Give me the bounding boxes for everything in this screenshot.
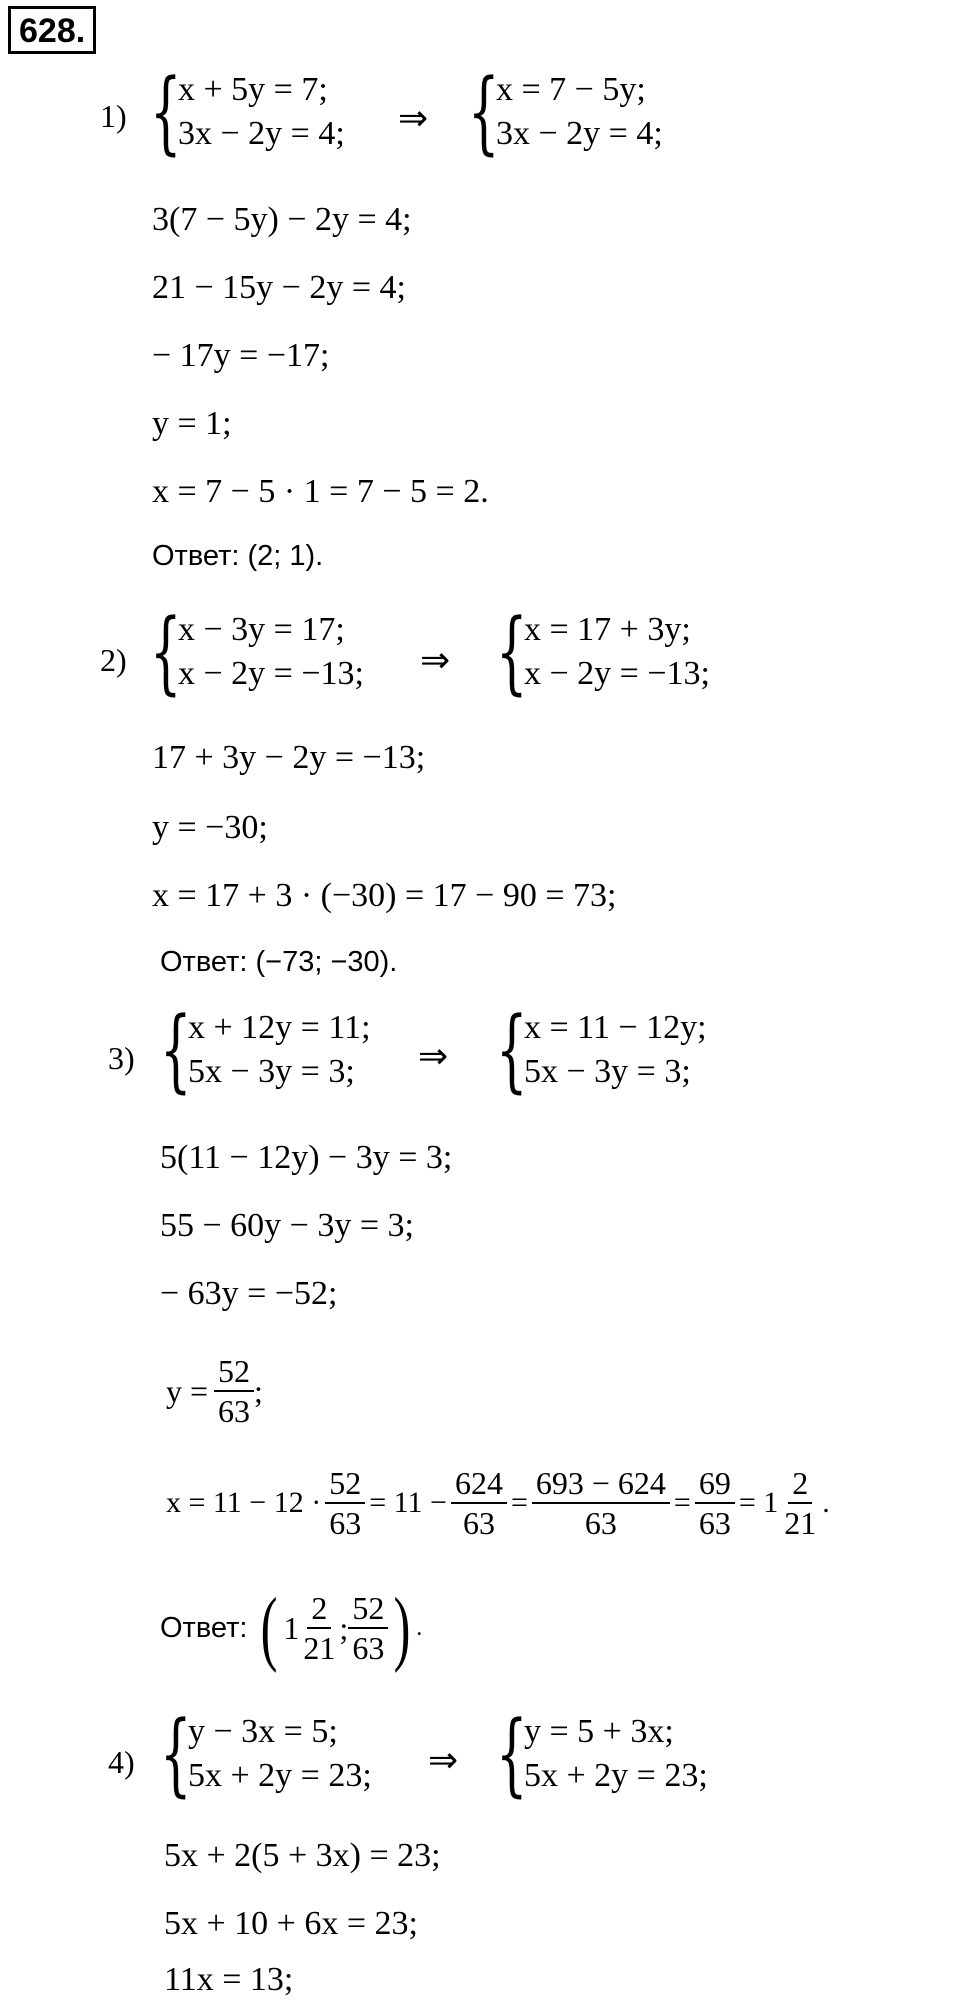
part-3-system-right — [496, 998, 707, 1103]
answer-label: Ответ: — [160, 1611, 248, 1644]
step: y = −30; — [152, 809, 268, 846]
implies-arrow-icon: ⇒ — [398, 98, 429, 139]
equation: 3x − 2y = 4; — [496, 115, 663, 152]
step: y = 1; — [152, 405, 232, 442]
part-2-system-right — [496, 600, 710, 705]
denominator: 63 — [698, 1505, 731, 1541]
step: − 63y = −52; — [160, 1275, 338, 1312]
numerator: 693 − 624 — [532, 1464, 670, 1504]
numerator: 2 — [788, 1464, 812, 1504]
expr-text: = — [510, 1486, 528, 1519]
equation: x = 11 − 12y; — [524, 1009, 707, 1046]
denominator: 63 — [329, 1505, 362, 1541]
x-fraction-line — [166, 1464, 830, 1542]
numerator: 624 — [451, 1464, 507, 1504]
fraction — [214, 1352, 254, 1430]
answer: Ответ: (−73; −30). — [160, 946, 398, 978]
equation: y − 3x = 5; — [188, 1713, 338, 1750]
part-4-system-left — [160, 1702, 372, 1807]
paren-open: ( — [261, 1581, 278, 1674]
expr-text: y = — [166, 1372, 209, 1409]
numerator: 52 — [214, 1352, 254, 1392]
expr-text: . — [822, 1486, 830, 1519]
step: 3(7 − 5y) − 2y = 4; — [152, 201, 412, 238]
step: 21 − 15y − 2y = 4; — [152, 269, 406, 306]
problem-number: 628. — [8, 6, 96, 54]
part-3-system-left — [160, 998, 371, 1103]
part-1-system-right — [468, 60, 663, 165]
denominator: 21 — [784, 1505, 817, 1541]
brace-icon: { — [160, 998, 192, 1103]
step: x = 17 + 3 · (−30) = 17 − 90 = 73; — [152, 877, 617, 914]
denominator: 63 — [462, 1505, 495, 1541]
equation: x − 3y = 17; — [178, 611, 345, 648]
expr-text: = — [673, 1486, 691, 1519]
period: . — [416, 1614, 423, 1641]
brace-icon: { — [150, 60, 182, 165]
denominator: 21 — [303, 1630, 336, 1666]
brace-icon: { — [496, 600, 528, 705]
part-4-label: 4) — [108, 1744, 135, 1780]
expr-text: x = 11 − 12 · — [166, 1486, 322, 1519]
separator: ; — [339, 1609, 349, 1646]
equation: x = 7 − 5y; — [496, 71, 646, 108]
expr-text: ; — [254, 1372, 263, 1409]
fraction — [451, 1464, 507, 1542]
equation: x = 17 + 3y; — [524, 611, 691, 648]
implies-arrow-icon: ⇒ — [418, 1036, 449, 1077]
step: 5x + 2(5 + 3x) = 23; — [164, 1837, 441, 1874]
equation: x − 2y = −13; — [178, 655, 364, 692]
part-1-label: 1) — [100, 98, 127, 134]
fraction — [532, 1464, 670, 1542]
step: 11x = 13; — [164, 1961, 294, 1998]
whole-number: 1 — [283, 1609, 300, 1646]
numerator: 69 — [695, 1464, 735, 1504]
implies-arrow-icon: ⇒ — [420, 640, 451, 681]
numerator: 52 — [348, 1589, 388, 1629]
fraction — [348, 1589, 388, 1667]
answer: Ответ: (2; 1). — [152, 540, 324, 572]
part-2-system-left — [150, 600, 364, 705]
implies-arrow-icon: ⇒ — [428, 1740, 459, 1781]
denominator: 63 — [584, 1505, 617, 1541]
step: 17 + 3y − 2y = −13; — [152, 739, 426, 776]
equation: y = 5 + 3x; — [524, 1713, 674, 1750]
expr-text: = 11 − — [369, 1486, 447, 1519]
paren-close: ) — [393, 1581, 411, 1674]
part-2-label: 2) — [100, 642, 127, 678]
step: 5x + 10 + 6x = 23; — [164, 1905, 418, 1942]
equation: 3x − 2y = 4; — [178, 115, 345, 152]
step: x = 7 − 5 · 1 = 7 − 5 = 2. — [152, 473, 489, 510]
part-3-label: 3) — [108, 1040, 135, 1076]
denominator: 63 — [218, 1393, 251, 1429]
fraction — [299, 1589, 339, 1667]
equation: 5x − 3y = 3; — [524, 1053, 691, 1090]
brace-icon: { — [496, 1702, 528, 1807]
numerator: 52 — [325, 1464, 365, 1504]
numerator: 2 — [307, 1589, 331, 1629]
denominator: 63 — [352, 1630, 385, 1666]
step: − 17y = −17; — [152, 337, 330, 374]
part-4-system-right — [496, 1702, 708, 1807]
part-1-system-left — [150, 60, 345, 165]
fraction — [695, 1464, 735, 1542]
answer-3 — [160, 1581, 423, 1674]
brace-icon: { — [496, 998, 528, 1103]
brace-icon: { — [160, 1702, 192, 1807]
equation: 5x + 2y = 23; — [524, 1757, 708, 1794]
equation: x + 12y = 11; — [188, 1009, 371, 1046]
expr-text: = 1 — [738, 1486, 779, 1519]
brace-icon: { — [468, 60, 500, 165]
step: 5(11 − 12y) − 3y = 3; — [160, 1139, 453, 1176]
fraction — [780, 1464, 820, 1542]
step: 55 − 60y − 3y = 3; — [160, 1207, 414, 1244]
equation: x − 2y = −13; — [524, 655, 710, 692]
equation: 5x + 2y = 23; — [188, 1757, 372, 1794]
equation: 5x − 3y = 3; — [188, 1053, 355, 1090]
equation: x + 5y = 7; — [178, 71, 328, 108]
y-fraction-line — [166, 1352, 263, 1430]
brace-icon: { — [150, 600, 182, 705]
fraction — [325, 1464, 365, 1542]
